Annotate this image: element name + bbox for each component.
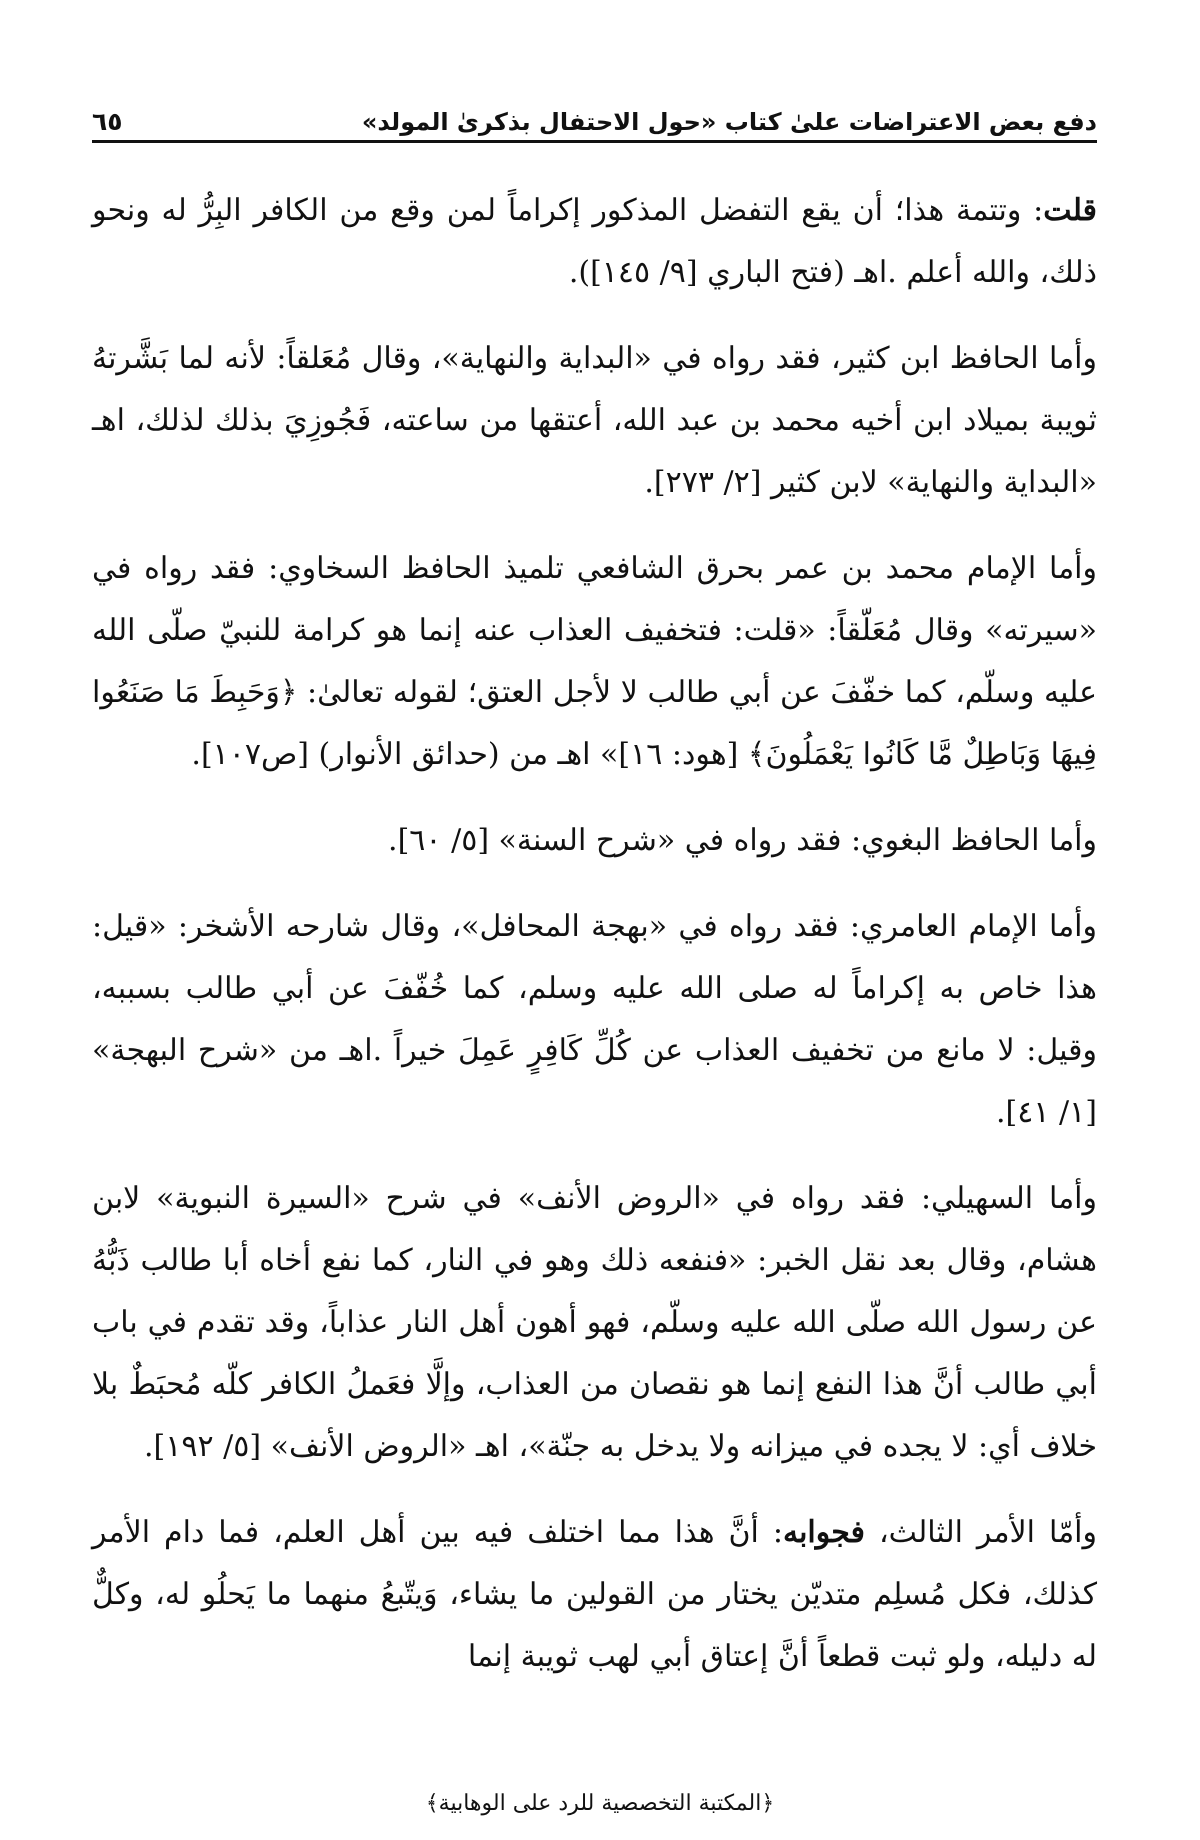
paragraph-text: وأما الحافظ ابن كثير، فقد رواه في «البداية والنهاية»، وقال مُعَلقاً: لأنه لما بَشَّرتهُ ثويبة بميلاد ابن أخيه محمد بن عبد الله، أعتقها من ساعته، فَجُوزِيَ بذلك لذلك، اهـ «البداية والنهاية» لابن كثير [٢/ ٢٧٣]. bbox=[92, 341, 1097, 500]
paragraph-3 bbox=[92, 538, 1097, 786]
paragraph-text: وأمّا الأمر الثالث، فجوابه: أنَّ هذا مما اختلف فيه بين أهل العلم، فما دام الأمر كذلك، فكل مُسلِم متديّن يختار من القولين ما يشاء، وَيتّبعُ منهما ما يَحلُو له، وكلٌّ له دليله، ولو ثبت قطعاً أنَّ إعتاق أبي لهب ثويبة إنما bbox=[92, 1515, 1097, 1674]
header-rule bbox=[92, 140, 1097, 143]
paragraph-text: وأما السهيلي: فقد رواه في «الروض الأنف» في شرح «السيرة النبوية» لابن هشام، وقال بعد نقل الخبر: «فنفعه ذلك وهو في النار، كما نفع أخاه أبا طالب ذَبُّهُ عن رسول الله صلّى الله عليه وسلّم، فهو أهون أهل النار عذاباً، وقد تقدم في باب أبي طالب أنَّ هذا النفع إنما هو نقصان من العذاب، وإلَّا فعَملُ الكافر كلّه مُحبَطٌ بلا خلاف أي: لا يجده في ميزانه ولا يدخل به جنّة»، اهـ «الروض الأنف» [٥/ ١٩٢]. bbox=[92, 1181, 1097, 1464]
paragraph-lead: قلت bbox=[1043, 193, 1097, 228]
paragraph-text: : وتتمة هذا؛ أن يقع التفضل المذكور إكراماً لمن وقع من الكافر البِرُّ له ونحو ذلك، والله أعلم .اهـ (فتح الباري [٩/ ١٤٥]). bbox=[92, 193, 1097, 290]
paragraph-5 bbox=[92, 896, 1097, 1144]
paragraph-2 bbox=[92, 328, 1097, 514]
body-text bbox=[92, 180, 1097, 1712]
page-header bbox=[92, 88, 1097, 140]
paragraph-text: وأما الحافظ البغوي: فقد رواه في «شرح السنة» [٥/ ٦٠]. bbox=[388, 823, 1097, 858]
page-number: ٦٥ bbox=[92, 107, 123, 136]
paragraph-text: وأما الإمام العامري: فقد رواه في «بهجة المحافل»، وقال شارحه الأشخر: «قيل: هذا خاص به إكراماً له صلى الله عليه وسلم، كما خُفّفَ عن أبي طالب بسببه، وقيل: لا مانع من تخفيف العذاب عن كُلِّ كَافِرٍ عَمِلَ خيراً .اهـ من «شرح البهجة» [١/ ٤١]. bbox=[92, 909, 1097, 1130]
paragraph-7 bbox=[92, 1502, 1097, 1688]
page-footer: ﴿المكتبة التخصصية للرد على الوهابية﴾ bbox=[425, 1791, 775, 1816]
paragraph-4 bbox=[92, 810, 1097, 872]
answer-label: فجوابه bbox=[783, 1515, 865, 1550]
paragraph-6 bbox=[92, 1168, 1097, 1478]
paragraph-text: وأما الإمام محمد بن عمر بحرق الشافعي تلميذ الحافظ السخاوي: فقد رواه في «سيرته» وقال مُعَلّقاً: «قلت: فتخفيف العذاب عنه إنما هو كرامة للنبيّ صلّى الله عليه وسلّم، كما خفّفَ عن أبي طالب لا لأجل العتق؛ لقوله تعالىٰ: ﴿وَحَبِطَ مَا صَنَعُوا فِيهَا وَبَاطِلٌ مَّا كَانُوا يَعْمَلُونَ﴾ [هود: ١٦]» اهـ من (حدائق الأنوار) [ص١٠٧]. bbox=[92, 551, 1097, 772]
running-title: دفع بعض الاعتراضات علىٰ كتاب «حول الاحتفال بذكرىٰ المولد» bbox=[361, 108, 1097, 136]
paragraph-1 bbox=[92, 180, 1097, 304]
